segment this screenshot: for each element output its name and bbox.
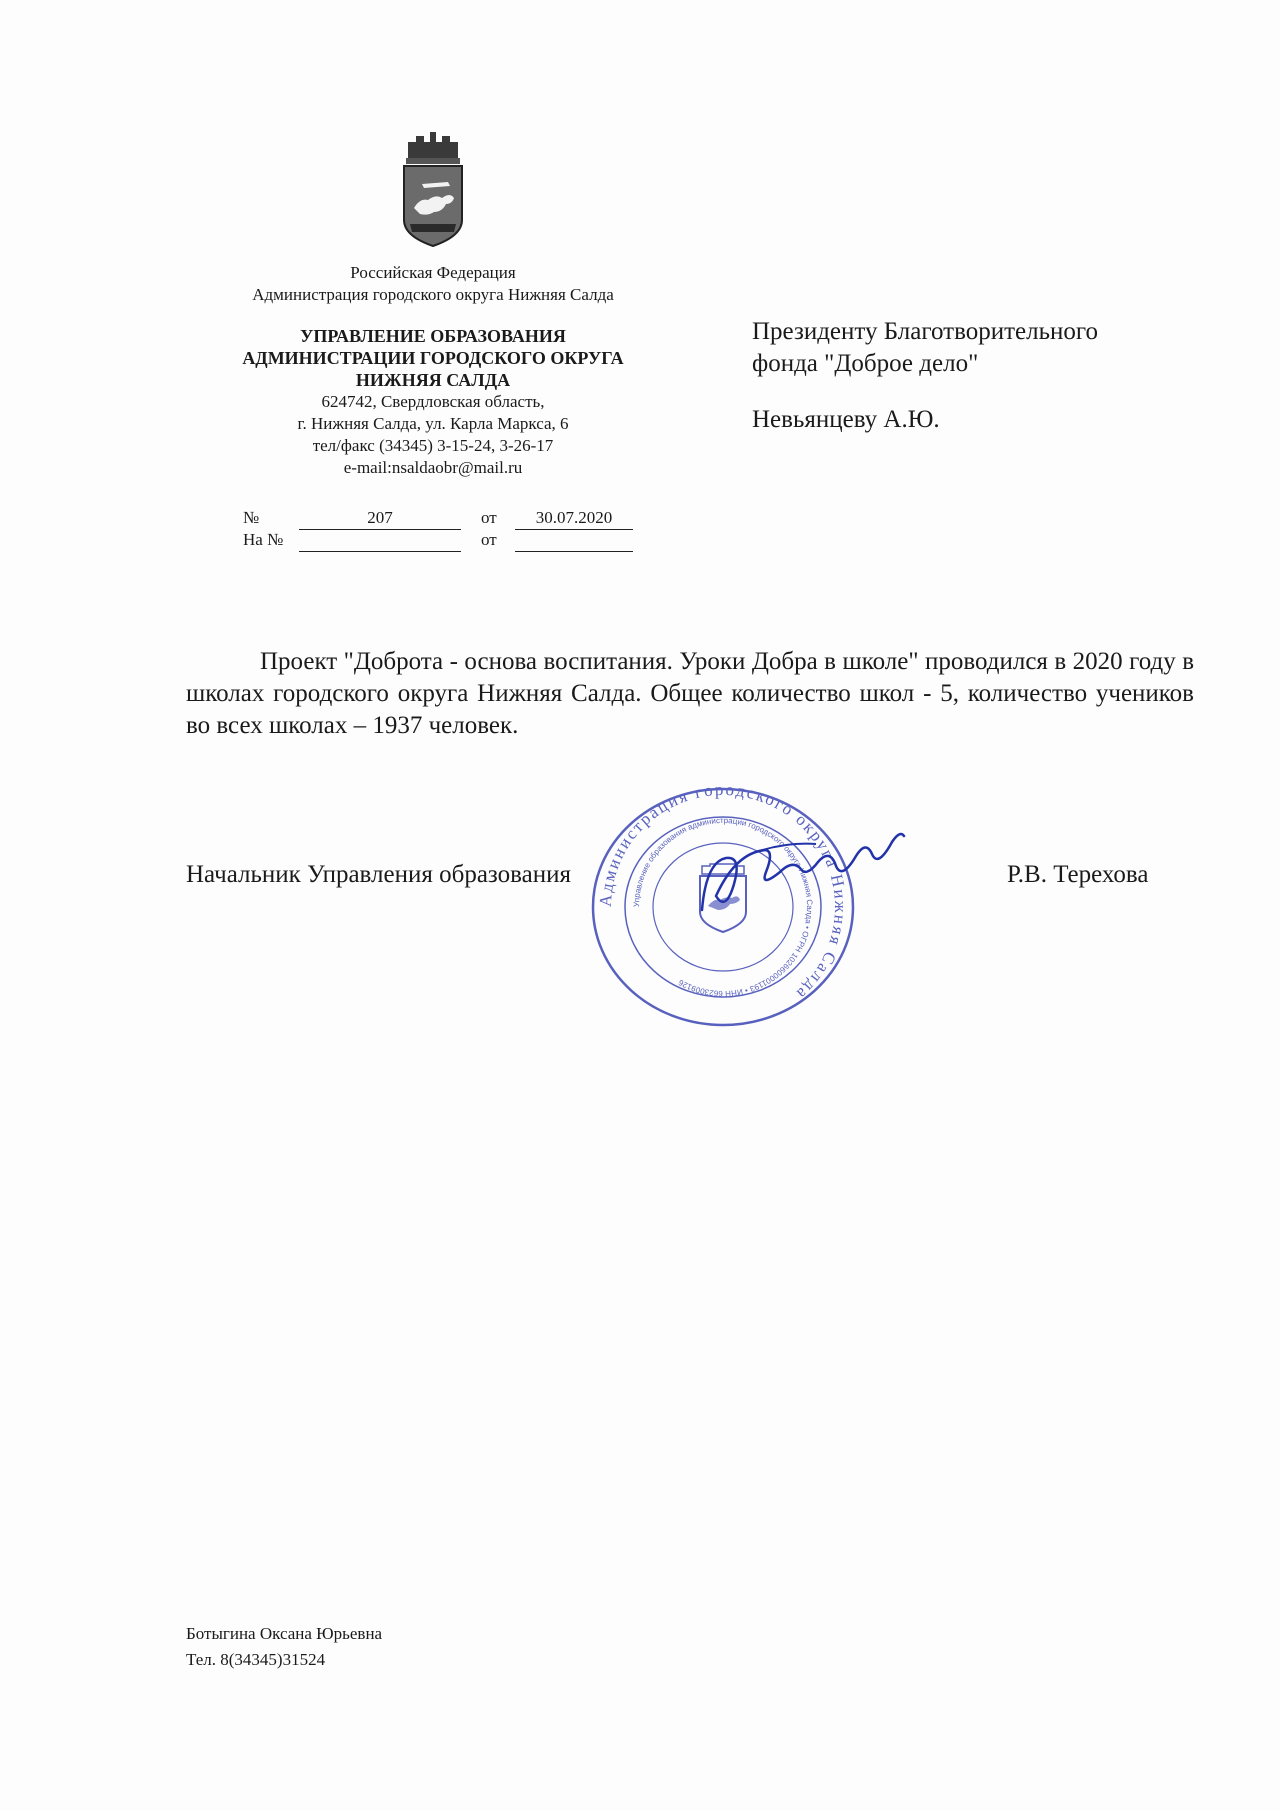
stamp-outer-text: Администрация городского округа Нижняя Салда	[595, 782, 851, 1005]
ref-number-label: На №	[243, 530, 284, 549]
phone-fax: тел/факс (34345) 3-15-24, 3-26-17	[312, 436, 554, 455]
ref-date-value	[515, 530, 633, 552]
date-value: 30.07.2020	[515, 508, 633, 530]
signatory-name: Р.В. Терехова	[1007, 861, 1149, 888]
organization-name	[206, 325, 660, 391]
date-label: от	[481, 508, 497, 527]
administration-label: Администрация городского округа Нижняя Салда	[252, 285, 614, 304]
address-line-2: г. Нижняя Салда, ул. Карла Маркса, 6	[297, 414, 569, 433]
coat-of-arms-icon	[398, 128, 468, 252]
number-value: 207	[299, 508, 461, 530]
org-line-1: УПРАВЛЕНИЕ ОБРАЗОВАНИЯ	[300, 326, 566, 346]
addressee-name: Невьянцеву А.Ю.	[752, 406, 940, 433]
letter-body: Проект "Доброта - основа воспитания. Уроки Добра в школе" проводился в 2020 году в школах городского округа Нижняя Салда. Общее количество школ - 5, количество учеников во всех школах – 1937 человек.	[186, 648, 1194, 739]
signatory-title: Начальник Управления образования	[186, 861, 571, 888]
country-label: Российская Федерация	[350, 263, 516, 282]
ref-date-label: от	[481, 530, 497, 549]
addressee-line-2: фонда "Доброе дело"	[752, 350, 979, 377]
org-line-3: НИЖНЯЯ САЛДА	[355, 370, 511, 390]
incoming-number-row	[243, 530, 663, 554]
addressee-block	[752, 316, 1192, 436]
executor-phone: Тел. 8(34345)31524	[186, 1650, 326, 1669]
stamp-inner-text: Управление образования администрации городского округа Нижняя Салда • ОГРН 1026600001193 • ИНН 6623009126	[631, 815, 815, 999]
number-label: №	[243, 508, 260, 527]
executor-info	[186, 1621, 382, 1673]
handwritten-signature	[696, 822, 912, 930]
address-line-1: 624742, Свердловская область,	[321, 392, 545, 411]
org-line-2: АДМИНИСТРАЦИИ ГОРОДСКОГО ОКРУГА	[242, 348, 624, 368]
addressee-line-1: Президенту Благотворительного	[752, 318, 1098, 345]
email-address: e-mail:nsaldaobr@mail.ru	[343, 458, 523, 477]
outgoing-number-row	[243, 508, 663, 532]
executor-name: Ботыгина Оксана Юрьевна	[186, 1624, 383, 1643]
ref-number-value	[299, 530, 461, 552]
letterhead	[206, 262, 660, 479]
